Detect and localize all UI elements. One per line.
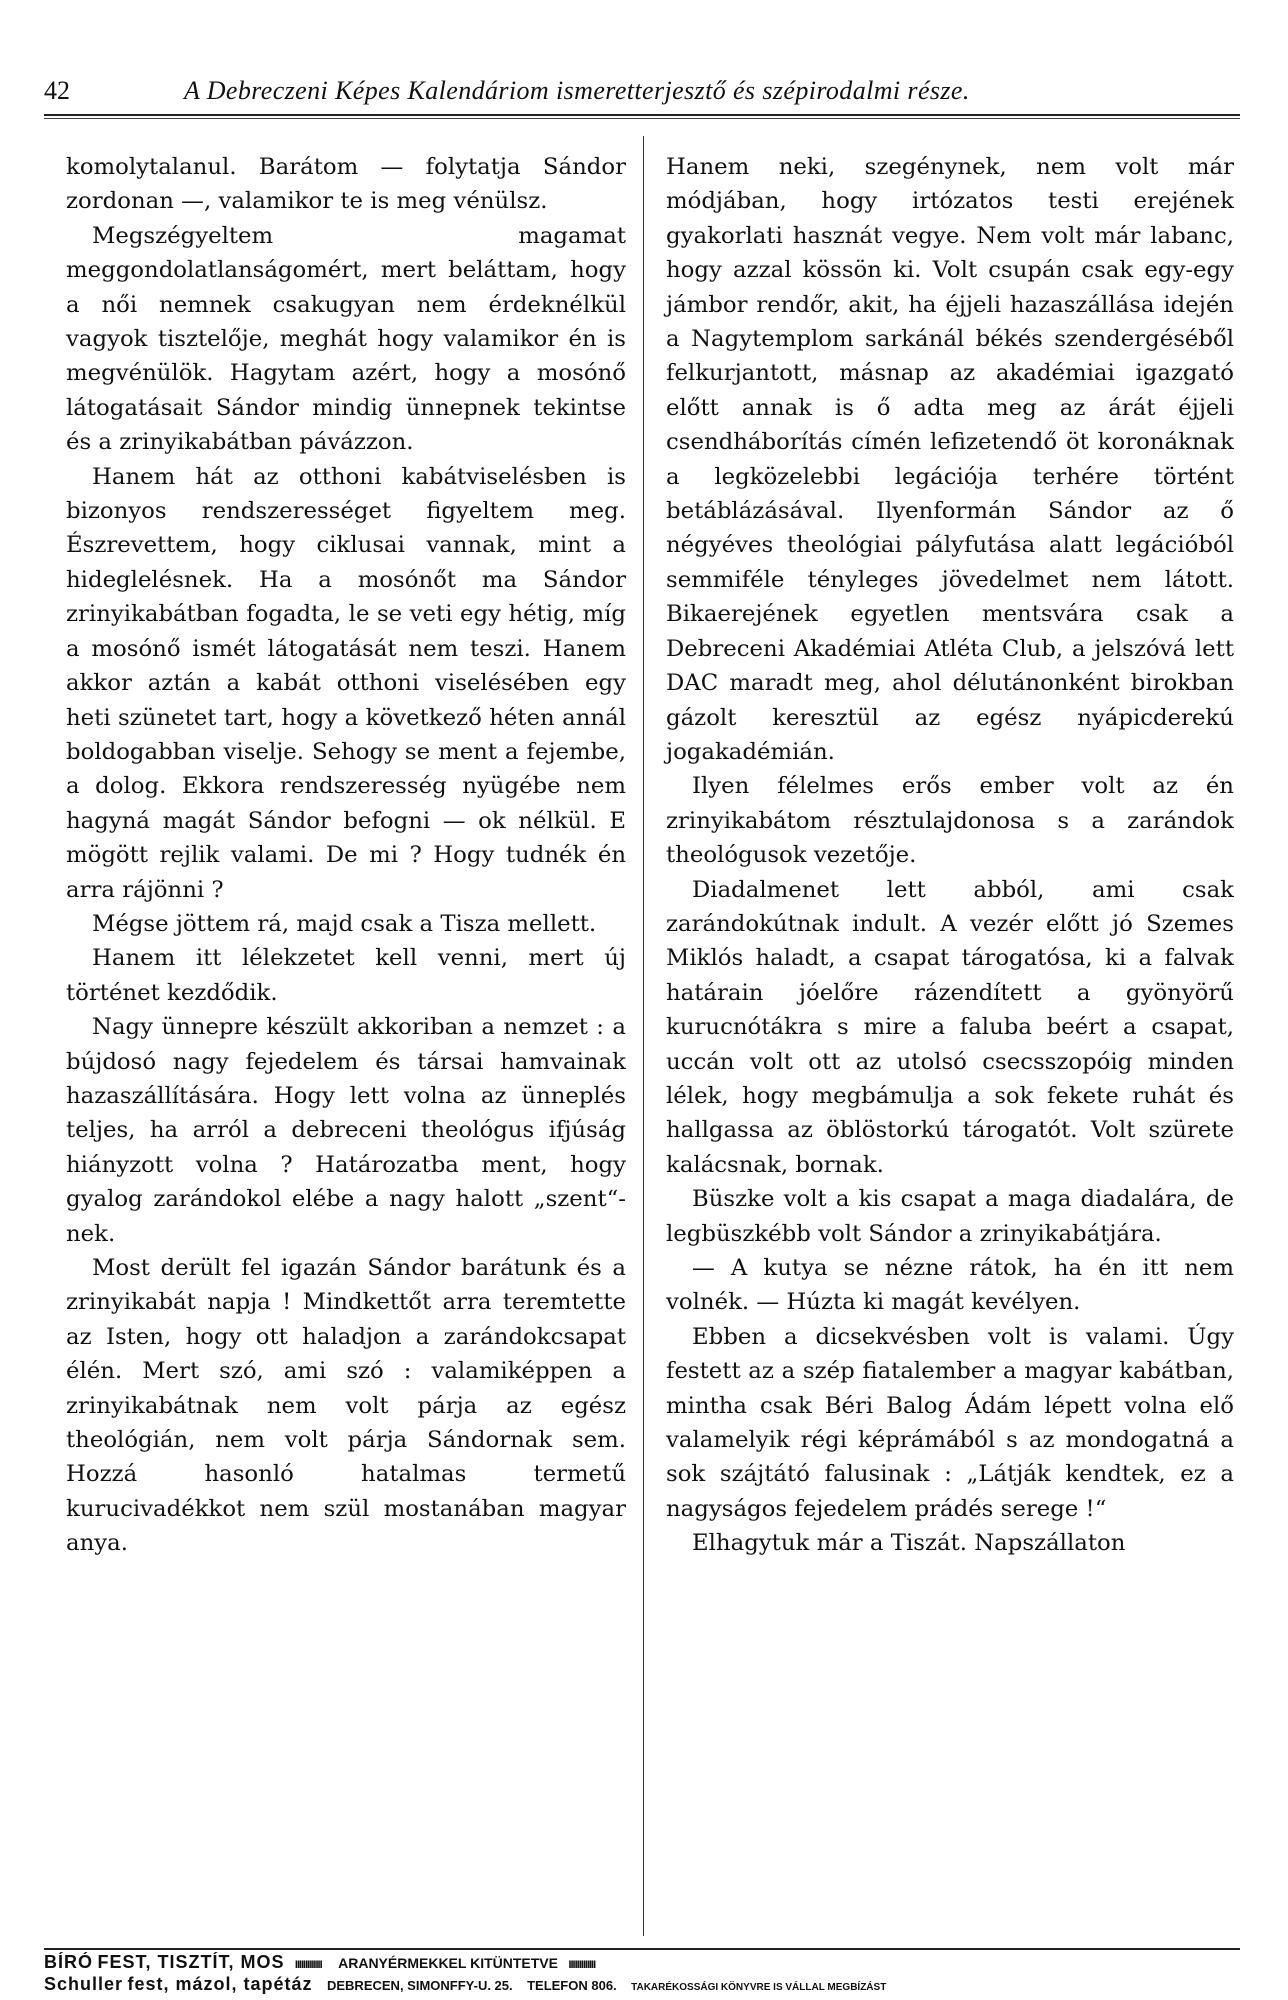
schuller-address: DEBRECEN, SIMONFFY-U. 25.	[326, 1978, 513, 1993]
header-rule-thin	[44, 118, 1240, 119]
paragraph: Mégse jöttem rá, majd csak a Tisza mellett.	[92, 910, 597, 937]
paragraph: Ebben a dicsekvésben volt is valami. Úgy festett az a szép fiatalember a magyar kabátban, mintha csak Béri Balog Ádám lépett volna elő valamelyik régi képrámából s az mondogatná a sok szájtátó falusinak : „Látják kendtek, ez a nagyságos fejedelem prádés serege !“	[666, 1323, 1234, 1522]
paragraph: Hanem neki, szegénynek, nem volt már módjában, hogy irtózatos testi erejének gyakorlati hasznát vegye. Nem volt már labanc, hogy azzal kössön ki. Volt csupán csak egy-egy jámbor rendőr, akit, ha éjjeli hazaszállása idején a Nagytemplom sarkánál békés szendergéséből felkurjantott, másnap az akadémiai igazgató előtt annak is ő adta meg az árát éjjeli csendháborítás címén lefizetendő öt koronáknak a legközelebbi legációja terhére történt betáblázásával. Ilyenformán Sándor az ő négyéves theológiai pályfutása alatt legációból semmiféle tényleges jövedelmet nem látott. Bikaerejének egyetlen mentsvára csak a Debreceni Akadémiai Atléta Club, a jelszóvá lett DAC maradt meg, ahol délutánonként birokban gázolt keresztül az egész nyápicderekú jogakadémián.	[666, 154, 1234, 765]
schuller-name: Schuller	[44, 1974, 124, 1994]
paragraph: Hanem itt lélekzetet kell venni, mert új történet kezdődik.	[66, 945, 626, 1006]
header-rule	[44, 114, 1240, 116]
biro-bars-right: IIIIIIIIIIIII	[568, 1959, 596, 1971]
schuller-phone: TELEFON 806.	[527, 1978, 617, 1993]
paragraph: Elhagytuk már a Tiszát. Napszállaton	[692, 1530, 1126, 1557]
page-number: 42	[44, 76, 70, 105]
paragraph: Diadalmenet lett abból, ami csak zarándokútnak indult. A vezér előtt jó Szemes Miklós haladt, a csapat tárogatósa, ki a falvak határain jóelőre rázendített a gyönyörű kurucnótákra s mire a faluba beért a csapat, uccán volt ott az utolsó csecsszopóig minden lélek, hogy megbámulja a sok fekete ruhát és hallgassa az öblöstorkú tárogatót. Volt szürete kalácsnak, bornak.	[666, 876, 1234, 1178]
paragraph: — A kutya se nézne rátok, ha én itt nem volnék. — Húzta ki magát kevélyen.	[666, 1255, 1234, 1316]
schuller-note: TAKARÉKOSSÁGI KÖNYVRE IS VÁLLAL MEGBÍZÁST	[631, 1982, 887, 1993]
paragraph: Ilyen félelmes erős ember volt az én zrinyikabátom résztulajdonosa s a zarándok theológusok vezetője.	[666, 773, 1234, 869]
biro-slogan: FEST, TISZTÍT, MOS	[97, 1952, 285, 1972]
schuller-slogan: fest, mázol, tapétáz	[127, 1974, 313, 1994]
biro-name: BÍRÓ	[44, 1952, 93, 1972]
paragraph: Most derült fel igazán Sándor barátunk és a zrinyikabát napja ! Mindkettőt arra teremtette az Isten, hogy ott haladjon a zarándokcsapat élén. Mert szó, ami szó : valamiképpen a zrinyikabátnak nem volt párja az egész theológián, nem volt párja Sándornak sem. Hozzá hasonló hatalmas termetű kurucivadékkot nem szül mostanában magyar anya.	[66, 1255, 626, 1557]
schuller-advertisement	[44, 1974, 1240, 1998]
biro-award: ARANYÉRMEKKEL KITÜNTETVE	[338, 1955, 558, 1971]
biro-advertisement	[44, 1952, 1240, 1974]
paragraph: Hanem hát az otthoni kabátviselésben is bizonyos rendszerességet figyeltem meg. Észrevettem, hogy ciklusai vannak, mint a hideglelésnek. Ha a mosónőt ma Sándor zrinyikabátban fogadta, le se veti egy hétig, míg a mosónő ismét látogatását nem teszi. Hanem akkor aztán a kabát otthoni viselésében egy heti szünetet tart, hogy a következő héten annál boldogabban viselje. Sehogy se ment a fejembe, a dolog. Ekkora rendszeresség nyügébe nem hagyná magát Sándor befogni — ok nélkül. E mögött rejlik valami. De mi ? Hogy tudnék én arra rájönni ?	[66, 463, 626, 903]
right-column	[666, 150, 1234, 1561]
column-divider	[643, 136, 644, 1936]
biro-bars-left: IIIIIIIIIIIII	[294, 1959, 322, 1971]
running-title: A Debreczeni Képes Kalendáriom ismeretterjesztő és szépirodalmi része.	[184, 76, 970, 105]
paragraph: komolytalanul. Barátom — folytatja Sándor zordonan —, valamikor te is meg vénülsz.	[66, 154, 626, 215]
advertisements	[0, 1950, 1288, 2000]
left-column	[66, 150, 626, 1561]
paragraph: Megszégyeltem magamat meggondolatlanságomért, mert beláttam, hogy a női nemnek csakugyan nem érdeknélkül vagyok tisztelője, meghát hogy valamikor én is megvénülök. Hagytam azért, hogy a mosónő látogatásait Sándor mindig ünnepnek tekintse és a zrinyikabátban pávázzon.	[66, 222, 626, 456]
paragraph: Nagy ünnepre készült akkoriban a nemzet : a bújdosó nagy fejedelem és társai hamvainak hazaszállítására. Hogy lett volna az ünneplés teljes, ha arról a debreceni theológus ifjúság hiányzott volna ? Határozatba ment, hogy gyalog zarándokol elébe a nagy halott „szent“-nek.	[66, 1014, 626, 1247]
running-header	[44, 76, 1240, 116]
paragraph: Büszke volt a kis csapat a maga diadalára, de legbüszkébb volt Sándor a zrinyikabátjára.	[666, 1186, 1234, 1247]
